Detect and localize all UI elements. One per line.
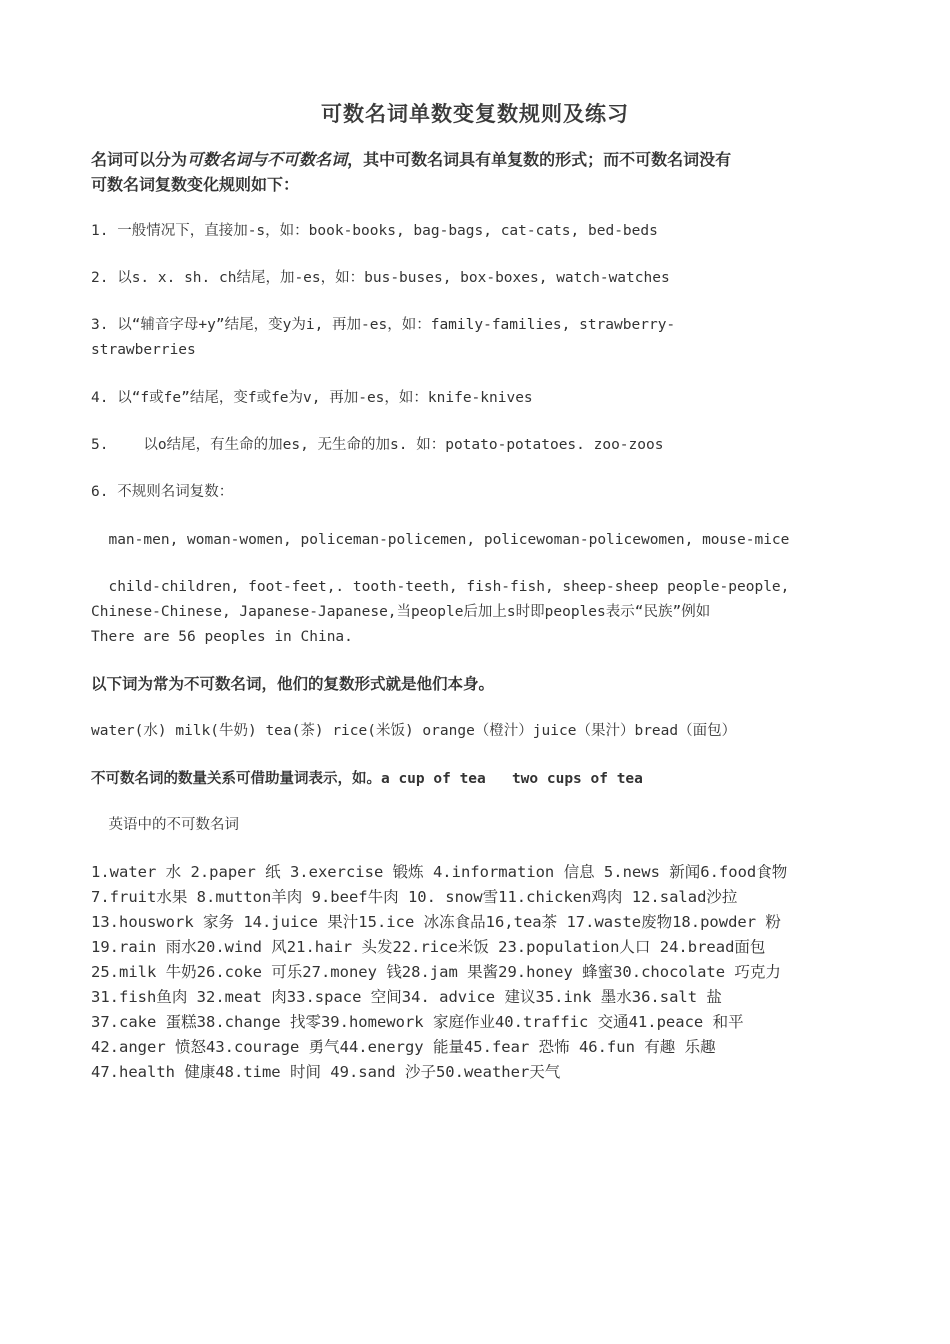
list-line: 31.fish鱼肉 32.meat 肉33.space 空间34. advice 建议35.ink 墨水36.salt 盐 [91, 988, 722, 1006]
list-line: 7.fruit水果 8.mutton羊肉 9.beef牛肉 10. snow雪11.chicken鸡肉 12.salad沙拉 [91, 888, 738, 906]
list-line: 42.anger 愤怒43.courage 勇气44.energy 能量45.fear 恐怖 46.fun 有趣 乐趣 [91, 1038, 716, 1056]
irregular-line-2: child-children, foot-feet,. tooth-teeth, fish-fish, sheep-sheep people-people, [91, 579, 790, 595]
irregular-line-1: man-men, woman-women, policeman-policemen, policewoman-policewomen, mouse-mice [91, 532, 790, 548]
uncountable-examples: water(水) milk(牛奶) tea(茶) rice(米饭) orange（橙汁）juice（果汁）bread（面包） [91, 723, 737, 739]
intro-text-rest: ，其中可数名词具有单复数的形式；而不可数名词没有 [347, 150, 732, 169]
rule-5: 5. 以o结尾，有生命的加es, 无生命的加s. 如：potato-potatoes. zoo-zoos [91, 437, 664, 453]
list-line: 37.cake 蛋糕38.change 找零39.homework 家庭作业40.traffic 交通41.peace 和平 [91, 1013, 744, 1031]
list-line: 19.rain 雨水20.wind 风21.hair 头发22.rice米饭 23.population人口 24.bread面包 [91, 938, 766, 956]
intro-uncountable-term: 不可数名词 [267, 150, 348, 169]
list-line: 47.health 健康48.time 时间 49.sand 沙子50.weather天气 [91, 1063, 561, 1081]
list-heading: 英语中的不可数名词 [91, 817, 239, 833]
intro-paragraph [91, 147, 871, 197]
intro-connector: 与 [251, 150, 268, 169]
rule-4: 4. 以“f或fe”结尾，变f或fe为v, 再加-es，如：knife-knives [91, 390, 533, 406]
rule-6: 6. 不规则名词复数： [91, 484, 234, 500]
intro-text: 名词可以分为 [91, 150, 188, 169]
intro-countable-term: 可数名词 [187, 150, 252, 169]
uncountable-heading: 以下词为常为不可数名词，他们的复数形式就是他们本身。 [91, 675, 495, 693]
list-line: 1.water 水 2.paper 纸 3.exercise 锻炼 4.information 信息 5.news 新闻6.food食物 [91, 863, 788, 881]
rule-3-line-2: strawberries [91, 342, 196, 358]
list-line: 25.milk 牛奶26.coke 可乐27.money 钱28.jam 果酱29.honey 蜂蜜30.chocolate 巧克力 [91, 963, 781, 981]
intro-line-2: 可数名词复数变化规则如下： [91, 175, 300, 194]
measure-line: 不可数名词的数量关系可借助量词表示，如。a cup of tea two cups of tea [91, 771, 643, 787]
rule-3-line-1: 3. 以“辅音字母+y”结尾，变y为i, 再加-es，如：family-families, strawberry- [91, 317, 676, 333]
intro-line-1 [91, 150, 731, 169]
list-line: 13.houswork 家务 14.juice 果汁15.ice 冰冻食品16,tea茶 17.waste废物18.powder 粉 [91, 913, 781, 931]
page-title: 可数名词单数变复数规则及练习 [321, 101, 629, 126]
rule-2: 2. 以s. x. sh. ch结尾，加-es，如：bus-buses, box-boxes, watch-watches [91, 270, 670, 286]
irregular-line-3: Chinese-Chinese, Japanese-Japanese,当people后加上s时即peoples表示“民族”例如 [91, 604, 711, 620]
irregular-line-4: There are 56 peoples in China. [91, 629, 353, 645]
rule-1: 1. 一般情况下，直接加-s，如：book-books, bag-bags, cat-cats, bed-beds [91, 223, 658, 239]
uncountable-list [91, 860, 871, 1085]
